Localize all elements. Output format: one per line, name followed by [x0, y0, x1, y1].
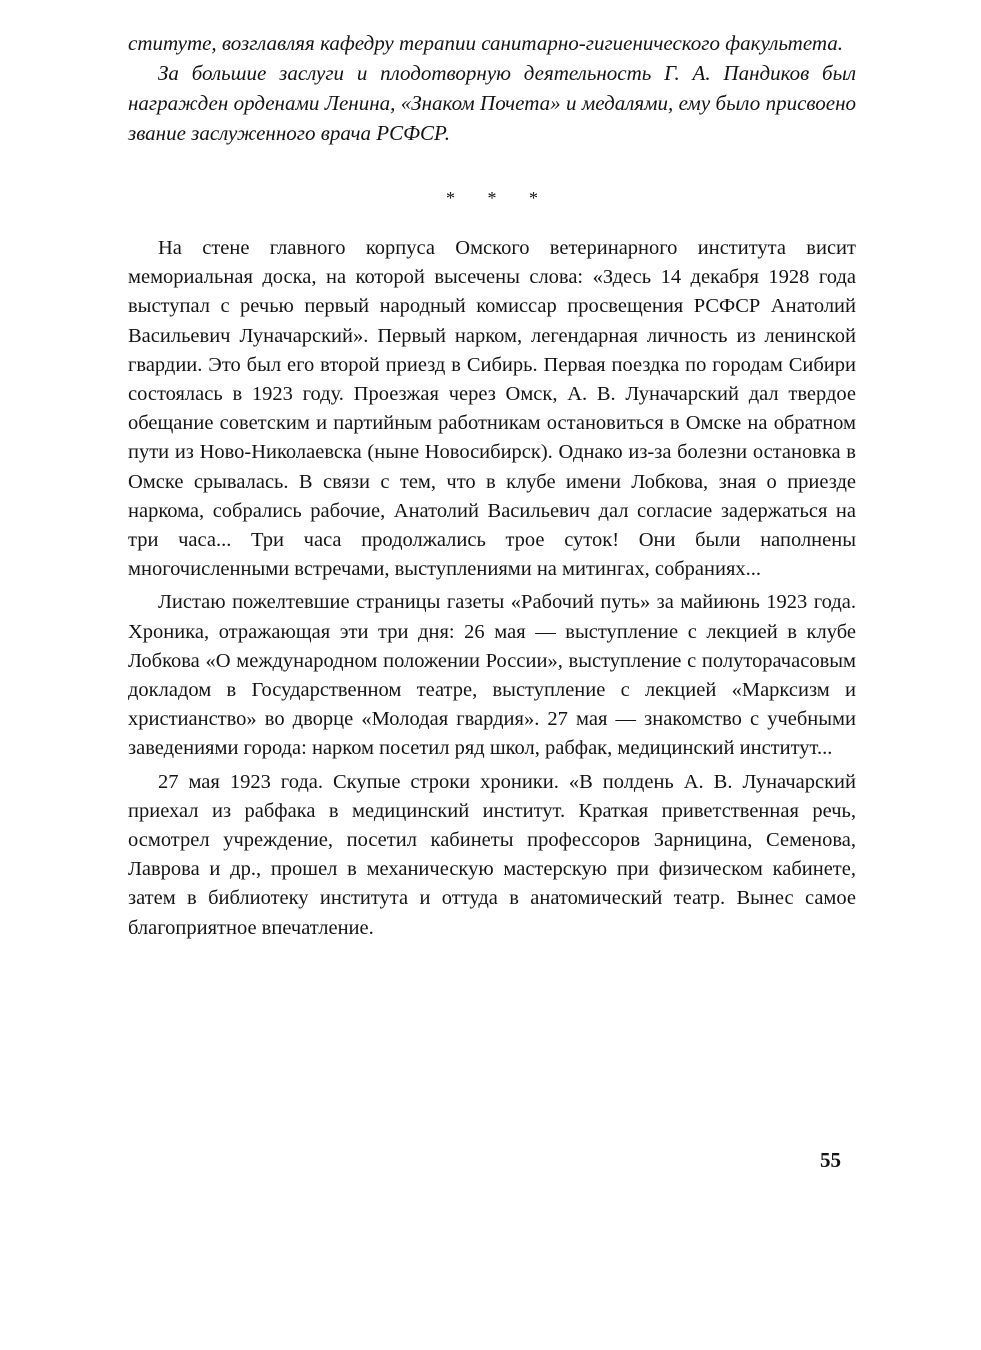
book-page [128, 28, 856, 947]
intro-paragraph-awards: За большие заслуги и плодотворную деятельность Г. А. Пандиков был награжден орденами Ленина, «Знаком Почета» и медалями, ему было присвоено звание заслуженного врача РСФСР. [128, 61, 856, 145]
paragraph-memorial-plaque: На стене главного корпуса Омского ветеринарного института висит мемориальная доска, на которой высечены слова: «Здесь 14 декабря 1928 года выступал с речью первый народный комиссар просвещения РСФСР Анатолий Васильевич Луначарский». Первый нарком, легендарная личность из ленинской гвардии. Это был его второй приезд в Сибирь. Первая поездка по городам Сибири состоялась в 1923 году. Проезжая через Омск, А. В. Луначарский дал твердое обещание советским и партийным работникам остановиться в Омске на обратном пути из Ново-Николаевска (ныне Новосибирск). Однако из-за болезни остановка в Омске срывалась. В связи с тем, что в клубе имени Лобкова, зная о приезде наркома, собрались рабочие, Анатолий Васильевич дал согласие задержаться на три часа... Три часа продолжались трое суток! Они были наполнены многочисленными встречами, выступлениями на митингах, собраниях... [128, 237, 856, 581]
intro-italic-block [128, 28, 856, 148]
paragraph-may-27: 27 мая 1923 года. Скупые строки хроники. «В полдень А. В. Луначарский приехал из рабфака в медицинский институт. Краткая приветственная речь, осмотрел учреждение, посетил кабинеты профессоров Зарницина, Семенова, Лаврова и др., прошел в механическую мастерскую при физическом кабинете, затем в библиотеку института и оттуда в анатомический театр. Вынес самое благоприятное впечатление. [128, 770, 856, 939]
intro-paragraph-continued: ституте, возглавляя кафедру терапии санитарно-гигиенического факультета. [128, 31, 844, 55]
section-separator: * * * [446, 188, 552, 208]
page-number: 55 [820, 1148, 841, 1172]
body-text [128, 234, 856, 943]
paragraph-newspaper-chronicle: Листаю пожелтевшие страницы газеты «Рабочий путь» за майиюнь 1923 года. Хроника, отражающая эти три дня: 26 мая — выступление с лекцией в клубе Лобкова «О международном положении России», выступление с полуторачасовым докладом в Государственном театре, выступление с лекцией «Марксизм и христианство» во дворце «Молодая гвардия». 27 мая — знакомство с учебными заведениями города: нарком посетил ряд школ, рабфак, медицинский институт... [128, 591, 856, 760]
